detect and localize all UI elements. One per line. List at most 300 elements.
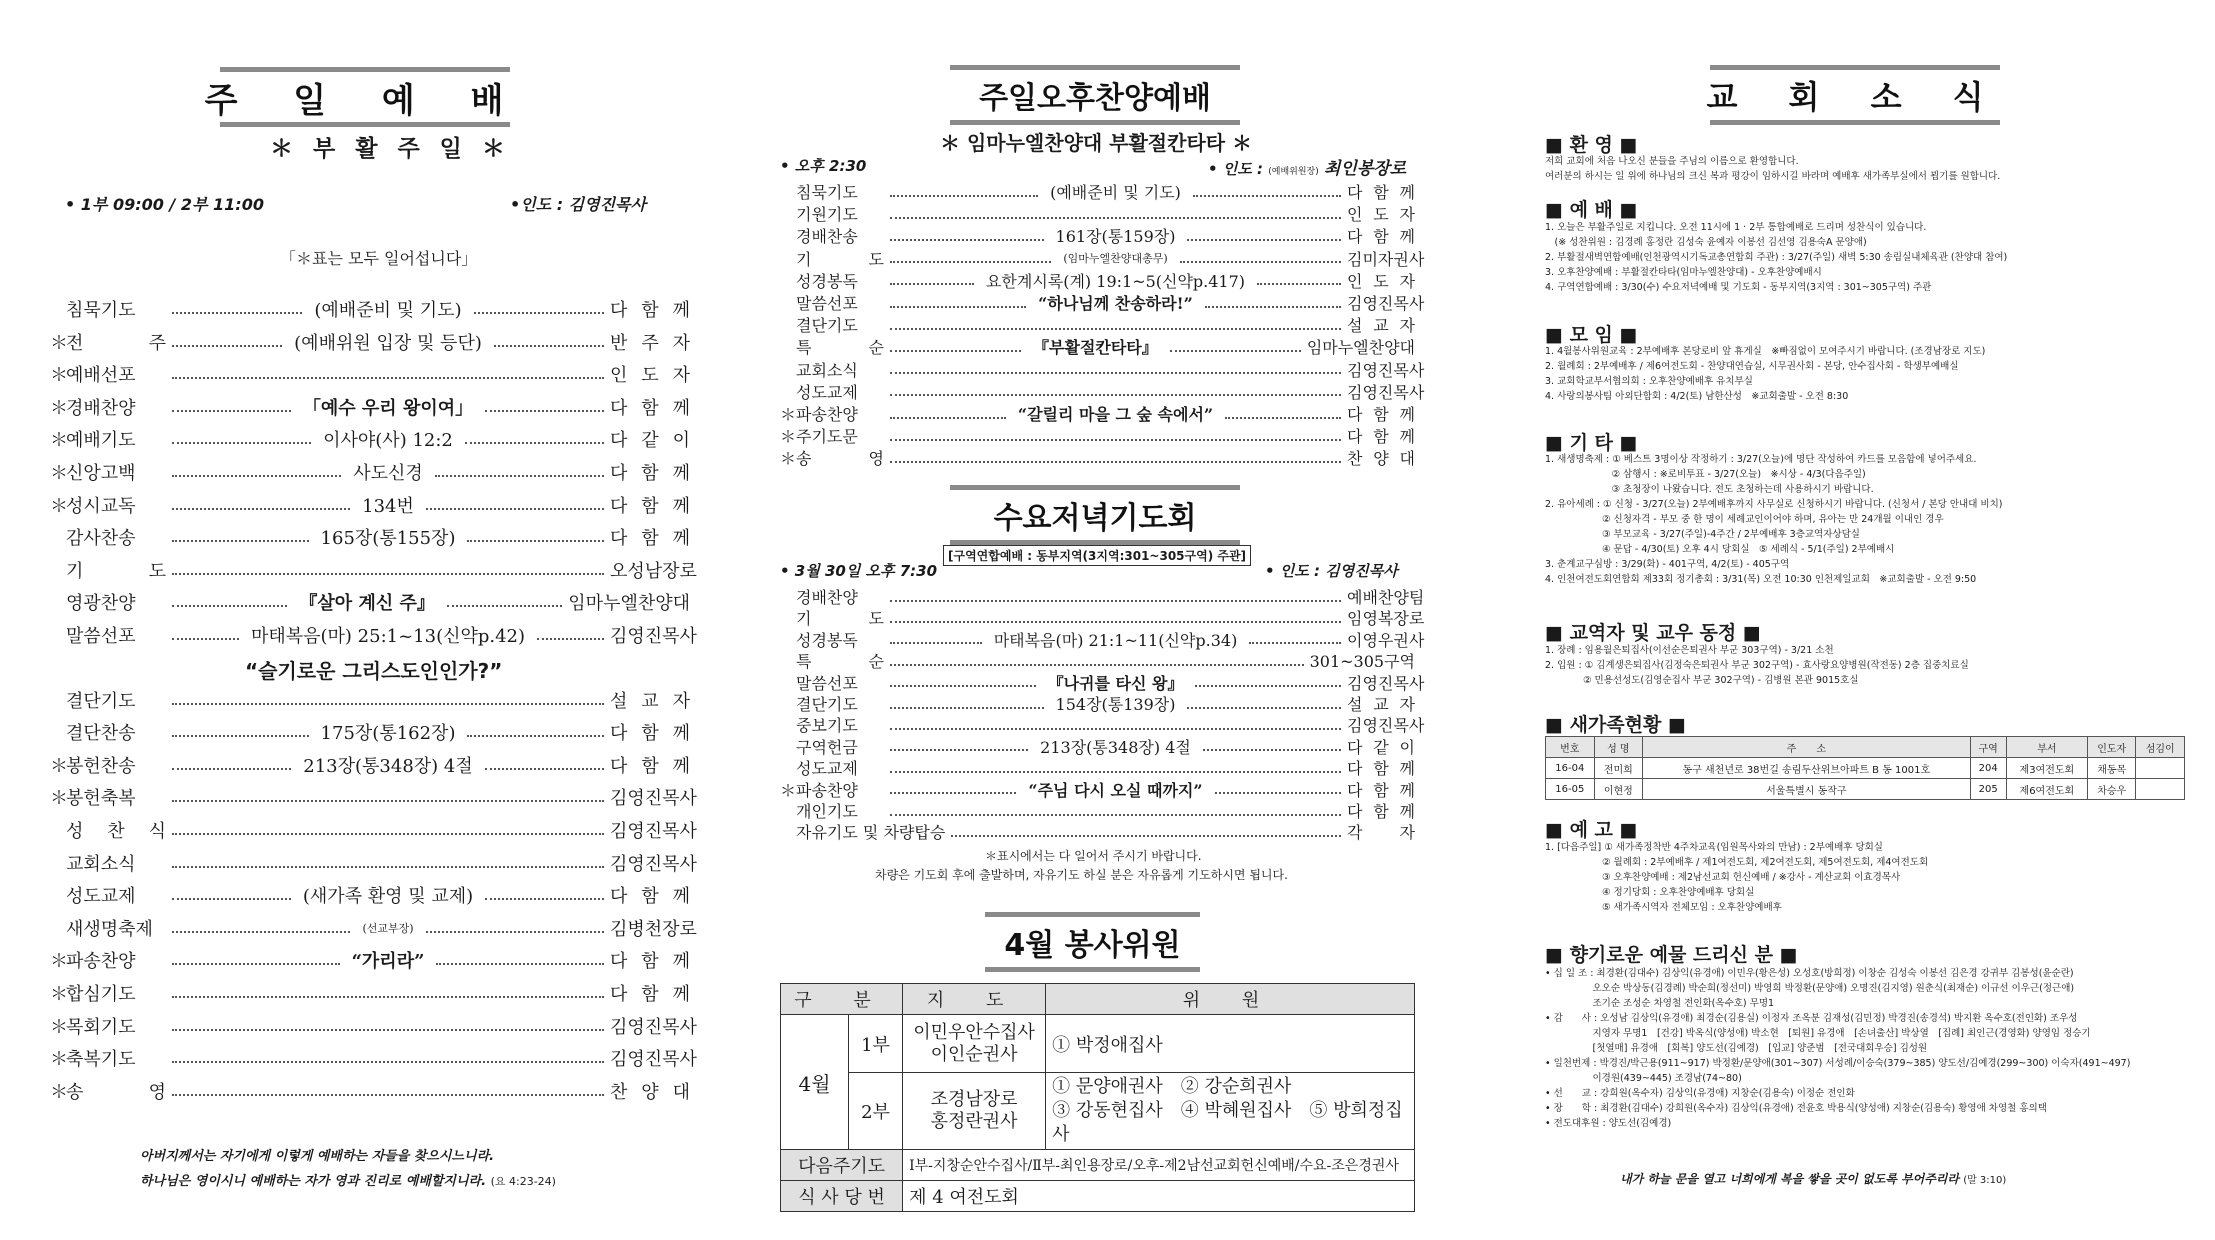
news-line: 2. 월례회 : 2부예배후 / 제6여전도회 - 찬양대연습실, 시무권사회 - 본당, 안수집사회 - 학생부예배실 [1545, 361, 1959, 372]
order-label: 새생명축제 [66, 918, 153, 940]
order-person: 설 교 자 [1347, 695, 1415, 714]
order-label: 송 영 [796, 449, 884, 469]
news-line: • 감 사 : 오성남 김상익(유경애) 최경순(김용실) 이정자 조옥분 김재성(김민정) 박경진(송경석) 박지환 옥수호(전인화) 조우성 [1545, 1013, 2078, 1024]
order-person: 김영진목사 [610, 821, 697, 842]
news-line: ④ 문답 - 4/30(토) 오후 4시 당회실 ⑤ 세례식 - 5/1(주일) 2부예배시 [1545, 544, 1895, 555]
leader-dots [890, 239, 1044, 241]
order-label: 말씀선포 [796, 673, 858, 693]
leader-dots [172, 833, 604, 835]
family-cell: 동구 새천년로 38번길 송림두산위브아파트 B 동 1001호 [1643, 758, 1971, 779]
family-cell [2136, 758, 2185, 779]
order-label: 영광찬양 [66, 593, 136, 615]
order-person: 김영진목사 [1347, 673, 1425, 693]
order-label: 중보기도 [796, 716, 858, 736]
servers-part-2-leaders [903, 1073, 1046, 1150]
leader-dots [1225, 417, 1341, 419]
worship-order-row [780, 402, 1415, 425]
worship-order-row [780, 358, 1425, 381]
servers-part-2-leader-2: 홍정란권사 [930, 1111, 1018, 1132]
order-person: 다 함 께 [610, 723, 691, 745]
sunday-worship-title [204, 67, 526, 127]
news-line: ② 신청자격 - 부모 중 한 명이 세례교인이어야 하며, 유아는 만 24개월 이내인 경우 [1545, 514, 1944, 525]
order-person: 다 함 께 [1347, 183, 1416, 202]
standing-mark: ＊ [50, 397, 68, 419]
news-line: (※ 성찬위원 : 김경례 홍정란 김성숙 윤예자 이봉선 김선영 김용숙A 문양애) [1545, 237, 1867, 248]
order-person: 다 함 께 [610, 397, 690, 419]
news-line: ④ 정기당회 : 오후찬양예배후 당회실 [1545, 887, 1755, 898]
order-detail: 『나귀를 타신 왕』 [1047, 673, 1184, 693]
leader-dots [890, 771, 1341, 773]
closing-verse-text: 내가 하늘 문을 열고 너희에게 복을 쌓을 곳이 없도록 부어주리라 [1620, 1172, 1959, 1186]
standing-mark: ＊ [50, 495, 68, 517]
leader-dots [465, 442, 604, 444]
worship-order-row [50, 622, 697, 648]
meetings-heading: ■ 모 임 ■ [1545, 324, 1638, 346]
leader-dots [172, 1094, 604, 1096]
worship-order-row [780, 202, 1415, 225]
leader-dots [172, 735, 309, 737]
order-person: 김영진목사 [610, 1049, 697, 1071]
leader-dots [1249, 642, 1341, 644]
order-label: 파송찬양 [796, 405, 858, 424]
verse-line-2-text: 하나님은 영이시니 예배하는 자가 영과 진리로 예배할지니라. [140, 1174, 487, 1189]
order-label: 경배찬송 [796, 227, 858, 247]
closing-verse-reference: (말 3:10) [1963, 1175, 2007, 1186]
other-heading: ■ 기 타 ■ [1545, 432, 1638, 454]
worship-order-row [50, 329, 690, 355]
order-person: 다 함 께 [610, 463, 690, 484]
worship-order-row [50, 915, 697, 941]
leader-dots [890, 394, 1341, 396]
family-header-cell: 성 명 [1594, 737, 1642, 758]
order-person: 임영복장로 [1347, 609, 1425, 629]
staff-body [1545, 643, 1969, 688]
order-label: 기 도 [796, 609, 884, 629]
order-label: 결단찬송 [66, 723, 136, 745]
servers-part-1-leader-2: 이인순권사 [930, 1043, 1018, 1065]
leader-dots [890, 417, 1006, 419]
order-person: 김병천장로 [610, 918, 697, 940]
leader-dots [537, 638, 604, 640]
worship-order-row [50, 850, 697, 876]
new-family-table [1545, 736, 2185, 800]
worship-order-row [780, 335, 1415, 358]
news-line: 4. 사랑의봉사팀 아외단합회 : 4/2(토) 남한산성 ※교회출발 - 오전 8:30 [1545, 391, 1849, 402]
leader-dots [467, 540, 604, 542]
order-label: 성도교제 [796, 382, 858, 402]
leader-dots [494, 345, 604, 347]
afternoon-leader [1208, 154, 1406, 179]
worship-order-row [780, 628, 1425, 651]
preview-heading: ■ 예 고 ■ [1545, 819, 1638, 841]
news-line: 여러분의 하시는 일 위에 하나님의 크신 복과 평강이 임하시길 바라며 예배후 새가족부실에서 뵙기를 원합니다. [1545, 171, 2001, 182]
order-person: 다 함 께 [1347, 802, 1415, 821]
order-label: 말씀선포 [66, 626, 136, 647]
order-person: 인 도 자 [610, 365, 690, 387]
family-cell: 이현정 [1594, 779, 1642, 800]
leader-dots [172, 963, 340, 965]
leader-dots [172, 768, 291, 770]
order-label: 봉헌축복 [66, 788, 136, 810]
order-detail: 마태복음(마) 25:1~13(신약p.42) [250, 626, 526, 647]
leader-dots [426, 508, 604, 510]
order-person: 김영진목사 [1347, 716, 1425, 736]
offering-heading: ■ 향기로운 예물 드리신 분 ■ [1545, 944, 1798, 966]
wednesday-time: • 3월 30일 오후 7:30 [780, 562, 938, 580]
afternoon-time: • 오후 2:30 [780, 157, 867, 175]
order-person: 설 교 자 [610, 690, 690, 712]
standing-mark: ＊ [50, 755, 68, 777]
order-person: 임마누엘찬양대 [1306, 338, 1416, 358]
worship-order-row [50, 719, 690, 745]
leader-dots [172, 638, 239, 640]
news-line: • 십 일 조 : 최경환(김대수) 김상익(유경애) 이민우(황은성) 오성호(방희정) 이창순 김성숙 이봉선 김은경 강귀부 김봉성(윤순란) [1545, 968, 2074, 979]
standing-mark: ＊ [50, 430, 68, 452]
order-person: 다 함 께 [610, 951, 690, 973]
family-cell: 차승우 [2088, 779, 2136, 800]
news-line: ⑤ 새가족시역자 전체모임 : 오후찬양예배후 [1545, 902, 1782, 913]
worship-order-row [780, 756, 1415, 779]
order-label: 봉헌찬송 [66, 755, 136, 777]
leader-dots [172, 931, 350, 933]
meetings-body [1545, 344, 1985, 404]
news-line: 저희 교회에 처음 나오신 분들을 주님의 이름으로 환영합니다. [1545, 156, 1799, 167]
order-person: 김미자권사 [1347, 249, 1425, 269]
leader-dots [1180, 261, 1341, 263]
afternoon-leader-prefix: • 인도 : [1208, 160, 1269, 178]
family-header-cell: 구역 [1970, 737, 2006, 758]
news-line: 2. 입원 : ① 김계생은퇴집사(김정숙은퇴권사 부군 302구역) - 효사랑요양병원(작전동) 2층 집중치료실 [1545, 660, 1969, 671]
worship-order-row [50, 1078, 690, 1104]
family-header-cell: 섬김이 [2136, 737, 2185, 758]
worship-order-row [780, 269, 1415, 292]
table-row [1546, 779, 2185, 800]
order-detail: 「예수 우리 왕이여」 [302, 397, 474, 419]
order-detail: 165장(통155장) [320, 528, 456, 550]
verse-line-2 [140, 1170, 556, 1189]
worship-order-row [780, 799, 1415, 822]
leader-dots [1193, 195, 1341, 197]
news-line: • 선 교 : 강희원(옥수자) 김상익(유경애) 지창순(김용숙) 이정순 전인화 [1545, 1088, 1855, 1099]
worship-order-row [50, 459, 690, 485]
worship-order-row [50, 1013, 697, 1039]
worship-order-row [50, 784, 697, 810]
order-person: 김영진목사 [1347, 294, 1425, 313]
column-afternoon-worship [780, 0, 1425, 1240]
servers-head-members: 위 원 [1046, 984, 1415, 1015]
leader-dots [890, 814, 1341, 816]
worship-order-row [780, 713, 1425, 736]
leader-dots [890, 600, 1341, 602]
news-line: • 전도대후원 : 양도선(김예경) [1545, 1118, 1672, 1129]
april-servers-title [985, 912, 1200, 972]
servers-part-1: 1부 [849, 1015, 903, 1073]
news-line: ③ 오후찬양예배 : 제2남선교회 헌신예배 / ※강사 - 계산교회 이효경목사 [1545, 872, 1901, 883]
servers-head-division: 구 분 [781, 984, 903, 1015]
servers-head-leader: 지 도 [903, 984, 1046, 1015]
afternoon-leader-name: 최인봉장로 [1323, 159, 1407, 179]
order-detail: 요한계시록(계) 19:1~5(신약p.417) [985, 271, 1246, 291]
family-header-cell: 주 소 [1643, 737, 1971, 758]
servers-part-1-leaders [903, 1015, 1046, 1073]
standing-mark: ＊ [50, 788, 68, 810]
worship-order-row [50, 296, 690, 322]
leader-dots [447, 605, 562, 607]
order-label: 성시교독 [66, 495, 136, 517]
leader-dots [172, 540, 309, 542]
church-news-title [1706, 65, 2004, 125]
leader-dots [172, 866, 604, 868]
servers-part-2-members-1: ① 문양애권사 ② 강순희권사 [1052, 1076, 1292, 1097]
leader-dots [172, 508, 350, 510]
family-header-cell: 인도자 [2088, 737, 2136, 758]
news-line: 오오순 박상동(김경례) 박순희(정선미) 박영희 박정환(문양애) 오명진(김지영) 원춘식(최재순) 이규선 이우근(정근애) [1545, 983, 2075, 994]
april-servers-title-text: 4월 봉사위원 [1004, 928, 1181, 963]
order-person: 반 주 자 [610, 332, 691, 354]
leader-dots [485, 410, 604, 412]
worship-order-row [50, 524, 690, 550]
leader-dots [172, 703, 604, 705]
news-line: ② 월례회 : 2부예배후 / 제1여전도회, 제2여전도회, 제5여전도회, 제4여전도회 [1545, 857, 1929, 868]
welcome-body [1545, 154, 2000, 184]
order-label: 성경봉독 [796, 630, 858, 650]
order-person: 다 같 이 [1347, 737, 1415, 757]
order-label: 특 순 [796, 652, 884, 672]
leader-dots [890, 749, 1028, 751]
leader-dots [890, 439, 1341, 441]
leader-dots [1203, 749, 1341, 751]
leader-dots [485, 768, 604, 770]
leader-dots [172, 800, 604, 802]
order-detail: (선교부장) [362, 921, 414, 935]
order-label: 전 주 [66, 332, 166, 354]
news-line: 1. 장례 : 임용월은퇴집사(이선순은퇴권사 부군 303구역) - 3/21 소천 [1545, 645, 1834, 656]
order-detail: (예배위원 입장 및 등단) [294, 332, 482, 354]
worship-order-row [780, 224, 1415, 247]
worship-order-row [780, 313, 1415, 336]
worship-order-row [780, 180, 1415, 203]
order-person: 다 같 이 [610, 430, 690, 452]
next-prayer-label: 다음주기도 [781, 1150, 903, 1181]
leader-dots [1187, 707, 1341, 709]
order-person: 찬 양 대 [610, 1081, 690, 1103]
worship-order-row [50, 687, 690, 713]
worship-order-row [50, 817, 697, 843]
news-line: 1. [다음주일] ① 새가족정착반 4주차교육(임원목사와의 만남) : 2부예배후 당회실 [1545, 842, 1883, 853]
order-person: 설 교 자 [1347, 316, 1415, 336]
standing-mark: ＊ [780, 427, 797, 447]
worship-order-row [50, 882, 690, 908]
order-person: 인 도 자 [1347, 205, 1415, 225]
standing-mark: ＊ [780, 405, 797, 424]
leader-dots [172, 996, 604, 998]
order-person: 김영진목사 [610, 788, 697, 810]
order-detail: 사도신경 [353, 463, 423, 484]
sermon-title: “슬기로운 그리스도인인가?” [245, 659, 503, 683]
order-person: 김영진목사 [610, 853, 697, 875]
afternoon-subtitle: ＊ 임마누엘찬양대 부활절칸타타 ＊ [940, 131, 1253, 155]
worship-order-row [50, 980, 690, 1006]
news-line: 1. 4월봉사위원교육 : 2부예배후 본당로비 앞 휴게실 ※빠짐없이 모여주시기 바랍니다. (조경남장로 지도) [1545, 346, 1986, 357]
leader-dots [435, 475, 604, 477]
order-person: 인 도 자 [1347, 271, 1415, 291]
afternoon-leader-role: (예배위원장) [1268, 167, 1319, 177]
leader-dots [890, 685, 1036, 687]
news-line: 3. 교회학교부서협의회 : 오후찬양예배후 유치부실 [1545, 376, 1753, 387]
worship-order-row [780, 692, 1415, 715]
other-body [1545, 452, 2002, 587]
wednesday-title [950, 485, 1240, 545]
worship-order-row [780, 585, 1425, 608]
welcome-heading: ■ 환 영 ■ [1545, 134, 1638, 156]
standing-mark: ＊ [50, 984, 68, 1005]
leader-dots [485, 898, 604, 900]
news-line: 4. 구역연합예배 : 3/30(수) 수요저녁예배 및 기도회 - 동부지역(3지역 : 301~305구역) 주관 [1545, 282, 1932, 293]
order-person: 다 함 께 [610, 495, 690, 517]
order-label: 파송찬양 [796, 780, 858, 800]
order-label: 파송찬양 [66, 951, 136, 973]
afternoon-worship-title-text: 주일오후찬양예배 [979, 81, 1211, 116]
leader-dots [467, 735, 604, 737]
order-detail: “갈릴리 마을 그 숲 속에서” [1017, 405, 1214, 424]
standing-mark: ＊ [50, 365, 68, 387]
verse-reference: (요 4:23-24) [490, 1175, 556, 1188]
order-detail: (예배준비 및 기도) [1050, 183, 1181, 202]
leader-dots [436, 963, 604, 965]
order-label: 말씀선포 [796, 294, 858, 313]
family-cell [2136, 779, 2185, 800]
worship-order-row [50, 752, 690, 778]
worship-heading: ■ 예 배 ■ [1545, 199, 1638, 221]
leader-dots [890, 728, 1341, 730]
order-label: 기 도 [796, 249, 884, 269]
servers-part-2-members-2: ③ 강동현집사 ④ 박혜원집사 ⑤ 방희정집사 [1052, 1100, 1403, 1145]
leader-dots [890, 621, 1341, 623]
worship-order-row [50, 557, 697, 583]
leader-dots [172, 605, 287, 607]
staff-heading: ■ 교역자 및 교우 동정 ■ [1545, 622, 1761, 644]
order-person: 다 함 께 [1347, 427, 1415, 447]
april-servers-table [780, 983, 1415, 1212]
verse-line-1: 아버지께서는 자기에게 이렇게 예배하는 자들을 찾으시느니라. [140, 1149, 495, 1164]
order-label: 자유기도 및 차량탑승 [796, 823, 946, 843]
order-detail: 175장(통162장) [320, 723, 456, 745]
leader-dots [1195, 685, 1341, 687]
news-line: • 일천번제 : 박경진/박근용(911~917) 박정환/문양애(301~307) 서성례/이승숙(379~385) 양도선/김예경(299~300) 이숙자(491~497) [1545, 1058, 2131, 1069]
news-line: ③ 초청장이 나왔습니다. 전도 초청하는데 사용하시기 바랍니다. [1545, 484, 1874, 495]
worship-order-row [50, 1045, 697, 1071]
order-label: 경배찬양 [796, 588, 858, 607]
standing-mark: ＊ [50, 463, 68, 484]
leader-dots [172, 475, 341, 477]
leader-dots [890, 306, 1026, 308]
leader-dots [890, 642, 982, 644]
leader-dots [172, 442, 311, 444]
worship-body [1545, 220, 2007, 295]
family-cell: 제6여전도회 [2006, 779, 2087, 800]
sunday-worship-title-text: 주 일 예 배 [204, 80, 526, 121]
leader-dots [890, 792, 1016, 794]
order-label: 경배찬양 [66, 397, 136, 419]
new-family-heading: ■ 새가족현황 ■ [1545, 714, 1686, 736]
news-line: 조기순 조성순 차영철 전인화(옥수호) 무명1 [1545, 998, 1775, 1009]
news-line: 3. 오후찬양예배 : 부활절칸타타(임마누엘찬양대) - 오후찬양예배시 [1545, 267, 1822, 278]
news-line: • 장 학 : 최경환(김대수) 강희원(옥수자) 김상익(유경애) 전윤호 박용식(양성애) 지창순(김용숙) 황영애 차영철 홍의택 [1545, 1103, 2047, 1114]
worship-order-row [780, 380, 1425, 403]
standing-mark: ＊ [50, 332, 68, 354]
worship-order-row [780, 606, 1425, 629]
order-person: 301~305구역 [1309, 652, 1415, 672]
leader-dots [890, 328, 1341, 330]
standing-mark: ＊ [50, 1016, 68, 1038]
order-detail: “하나님께 찬송하라!” [1038, 294, 1193, 313]
news-line: 3. 춘계교구심방 : 3/29(화) - 401구역, 4/2(토) - 405구역 [1545, 559, 1790, 570]
order-detail: 마태복음(마) 21:1~11(신약p.34) [993, 630, 1238, 650]
standing-mark: ＊ [50, 1049, 68, 1071]
afternoon-worship-title [950, 65, 1240, 125]
column-church-news [1540, 0, 2190, 1240]
standing-mark: ＊ [780, 780, 797, 800]
servers-part-2-members [1046, 1073, 1415, 1150]
order-label: 신앙고백 [66, 463, 136, 484]
order-label: 결단기도 [796, 316, 858, 336]
leader-dots [890, 372, 1341, 374]
leader-dots [172, 345, 282, 347]
news-line: ③ 부모교육 - 3/27(주일)-4주간 / 2부예배후 3층교역자상담실 [1545, 529, 1860, 540]
order-label: 예배기도 [66, 430, 136, 452]
leader-dots [172, 898, 291, 900]
servers-part-1-leader-1: 이민우안수집사 [913, 1021, 1035, 1043]
worship-order-row [50, 361, 690, 387]
order-label: 침묵기도 [66, 300, 136, 321]
meal-duty-value: 제 4 여전도회 [903, 1181, 1415, 1212]
order-label: 성도교제 [66, 886, 136, 908]
worship-order-row [50, 426, 690, 452]
news-line: ② 삼행시 : ※로비투표 - 3/27(오늘) ※시상 - 4/3(다음주일) [1545, 469, 1866, 480]
wednesday-title-text: 수요저녁기도회 [993, 501, 1197, 536]
worship-order-row [50, 947, 690, 973]
family-header-cell: 번호 [1546, 737, 1595, 758]
order-detail: (임마누엘찬양대총무) [1063, 252, 1168, 266]
leader-dots [1187, 239, 1341, 241]
order-person: 김영진목사 [610, 626, 697, 647]
order-label: 기원기도 [796, 205, 858, 225]
preview-body [1545, 840, 1928, 915]
next-prayer-value: Ⅰ부-지창순안수집사/Ⅱ부-최인용장로/오후-제2남선교회헌신예배/수요-조은경권사 [903, 1150, 1415, 1181]
column-sunday-worship [30, 0, 697, 1240]
order-label: 예배선포 [66, 365, 136, 387]
news-line: 이경원(439~445) 조경남(74~80) [1545, 1073, 1742, 1084]
worship-order-row [50, 492, 690, 518]
order-person: 김영진목사 [1347, 360, 1425, 380]
leader-dots [1205, 306, 1341, 308]
leader-dots [426, 931, 604, 933]
standing-note: 「＊표는 모두 일어섭니다」 [280, 249, 478, 268]
standing-mark: ＊ [50, 951, 68, 973]
leader-dots [172, 1029, 604, 1031]
order-detail: 213장(통348장) 4절 [303, 755, 473, 777]
news-line: 지영자 무명1 [건강] 박옥식(양성애) 박소현 [퇴원] 유경애 [손녀출산] 박상열 [집례] 최인근(경영화) 양영임 정승기 [1545, 1028, 2091, 1039]
order-person: 다 함 께 [610, 755, 691, 777]
leader-dots [890, 261, 1051, 263]
family-cell: 서울특별시 동작구 [1643, 779, 1971, 800]
leader-dots [1170, 350, 1301, 352]
standing-mark: ＊ [780, 449, 797, 469]
family-cell: 204 [1970, 758, 2006, 779]
order-detail: “가리라” [351, 951, 425, 973]
meal-duty-label: 식 사 당 번 [781, 1181, 903, 1212]
order-person: 예배찬양팀 [1347, 588, 1425, 607]
